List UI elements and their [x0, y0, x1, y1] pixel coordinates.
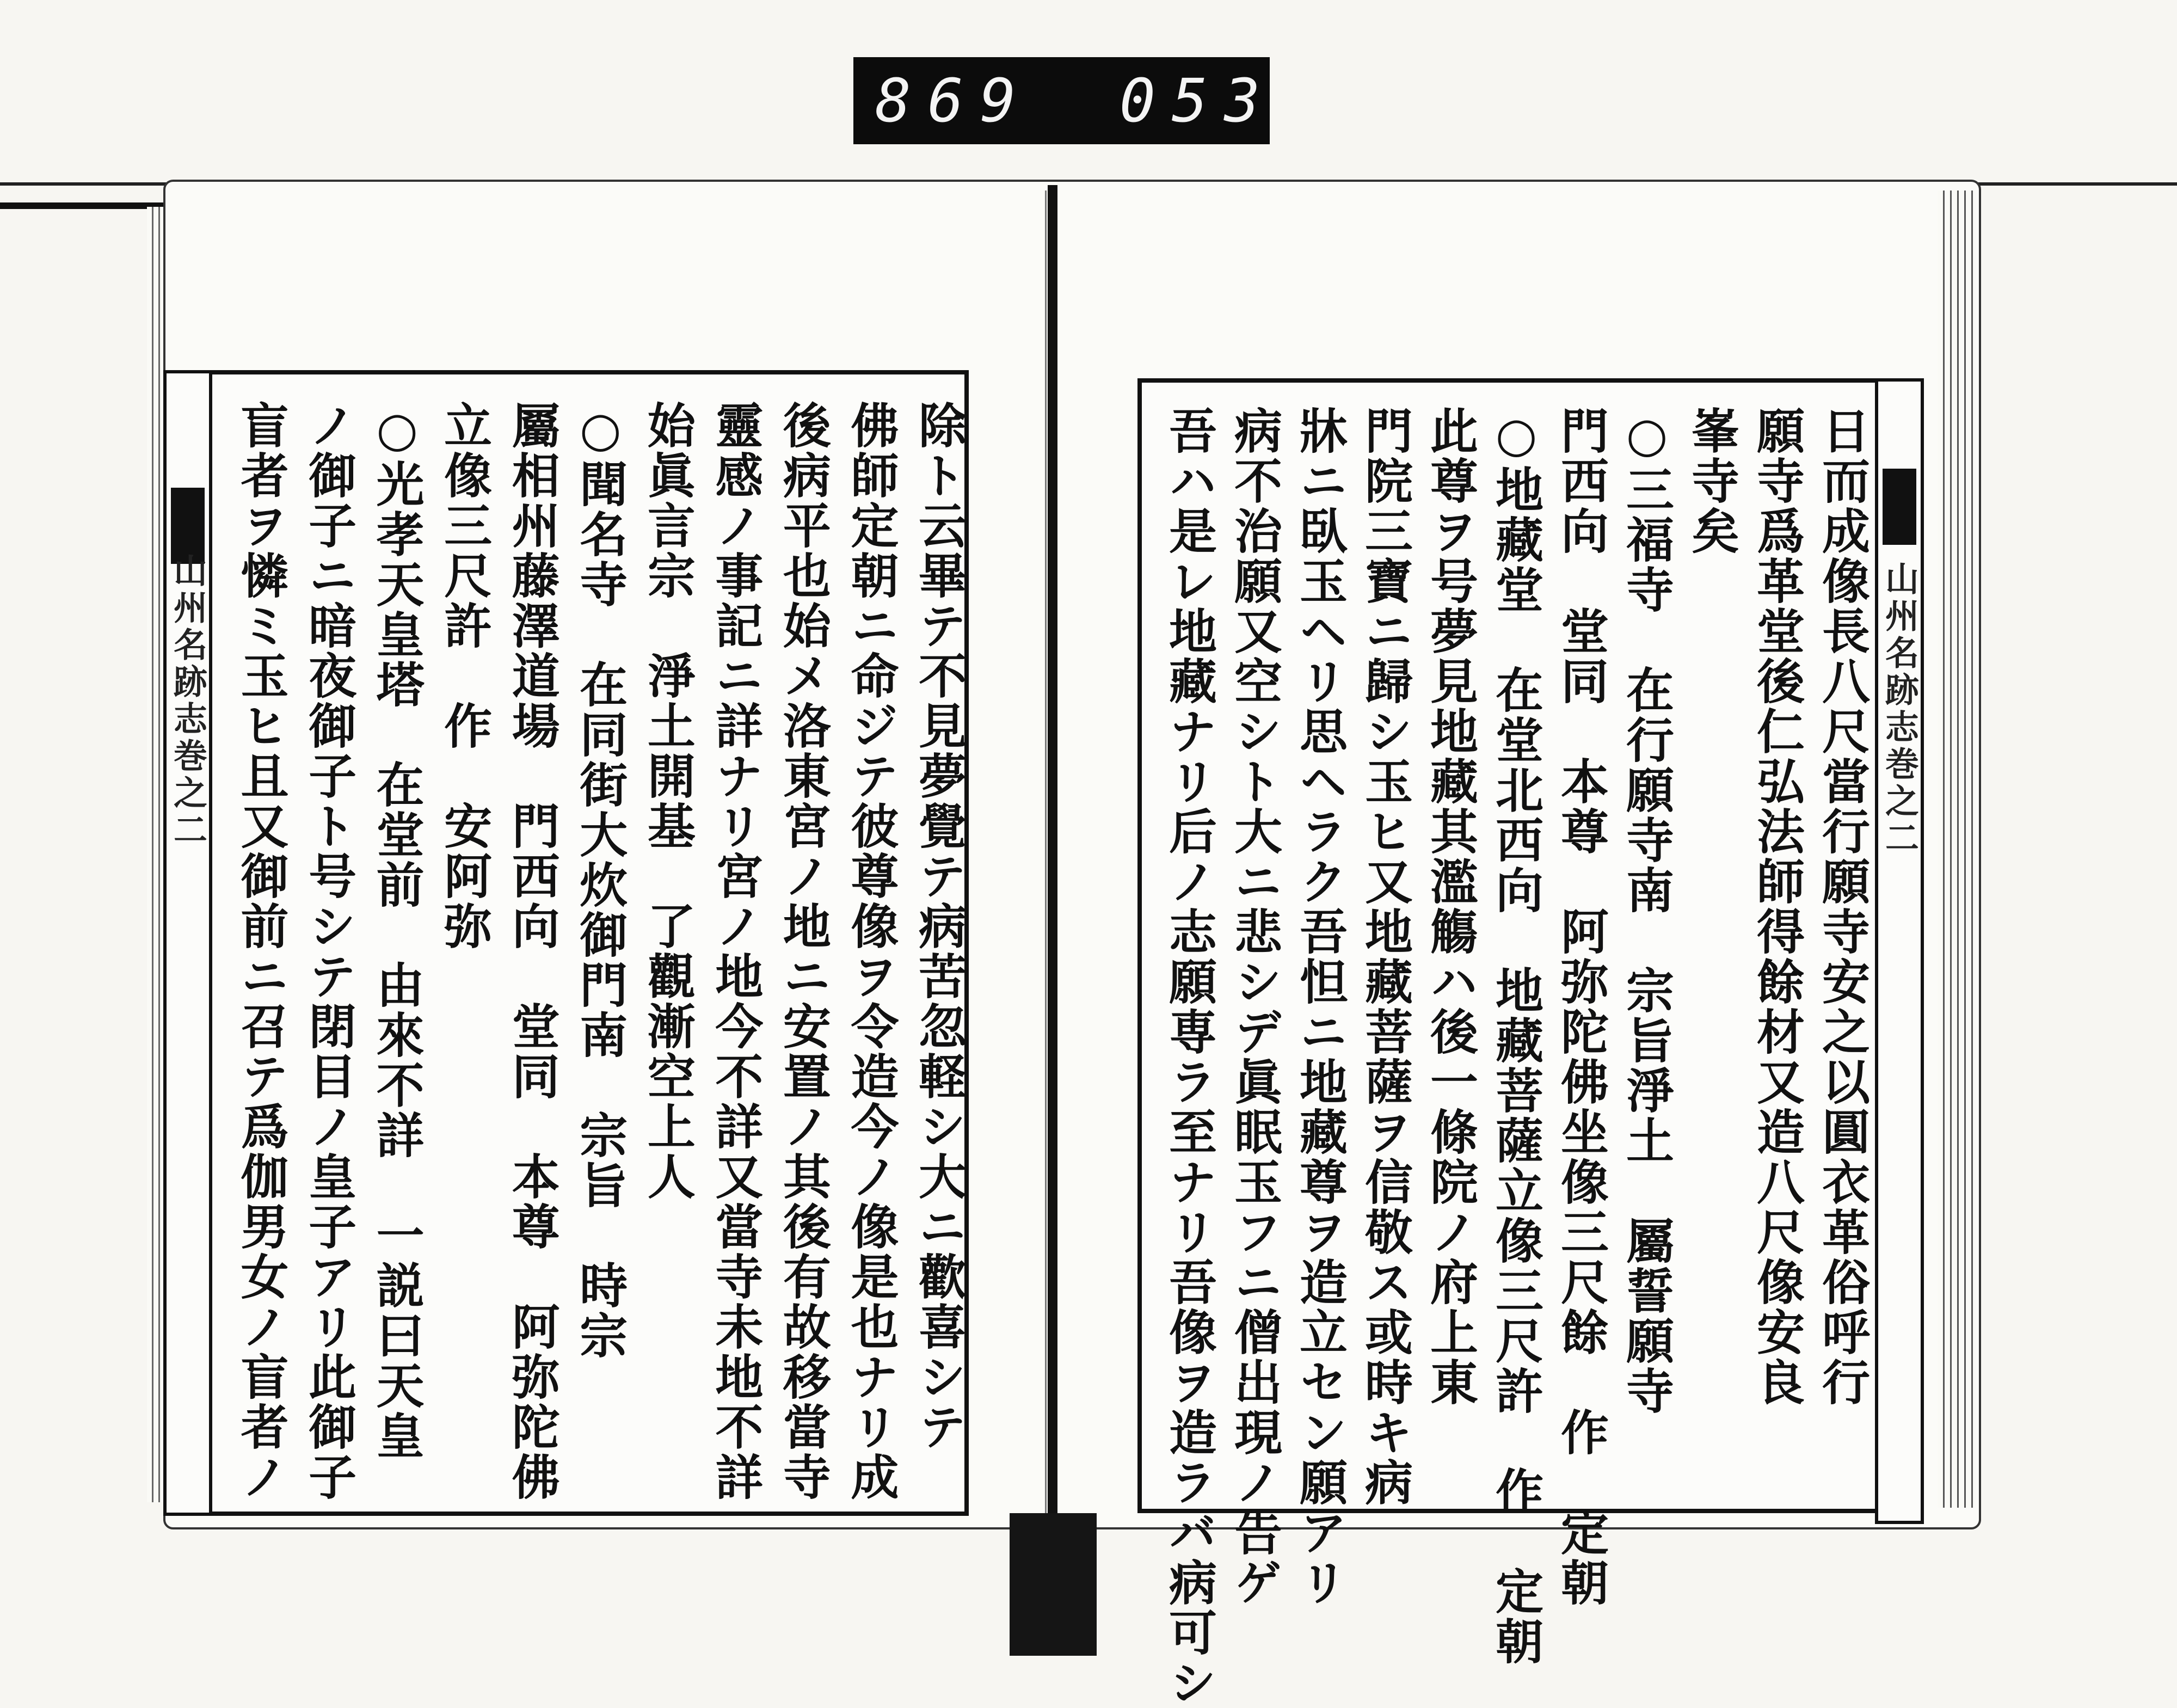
- left-page-text: [218, 397, 968, 1502]
- text-column: 日而成像長八尺當行願寺安之以圓衣革俗呼行: [1815, 406, 1871, 1408]
- text-column: 此尊ヲ号夢見地藏其濫觴ハ後一條院ノ府上東: [1423, 406, 1479, 1408]
- hashira-fishtail-mark: [171, 488, 205, 564]
- text-column: ○地藏堂 在堂北西向 地藏菩薩立像三尺許 作 定朝: [1488, 406, 1545, 1667]
- text-column: 願寺爲革堂後仁弘法師得餘材又造八尺像安良: [1749, 406, 1806, 1408]
- film-frame-label: [853, 57, 1277, 144]
- text-column: 盲者ヲ憐ミ玉ヒ且又御前ニ召テ爲伽男女ノ盲者ノ: [233, 401, 290, 1502]
- film-reel-number: 869: [875, 66, 1032, 136]
- text-column: 靈感ノ事記ニ詳ナリ宮ノ地今不詳又當寺未地不詳: [708, 401, 765, 1502]
- text-column: 門西向 堂同 本尊 阿弥陀佛坐像三尺餘 作 定朝: [1553, 406, 1610, 1608]
- text-column: 後病平也始メ洛東宮ノ地ニ安置ノ其後有故移當寺: [775, 401, 832, 1502]
- film-clip-tab: [1010, 1513, 1097, 1656]
- text-column: 門院三寶ニ歸シ玉ヒ又地藏菩薩ヲ信敬ス或時キ病: [1357, 406, 1414, 1508]
- left-page-hashira: [163, 370, 212, 1516]
- text-column: 峯寺矣: [1684, 406, 1741, 556]
- text-column: ○光孝天皇塔 在堂前 由來不詳 一説曰天皇: [368, 401, 426, 1461]
- right-running-title: 山州名跡志巻之二: [1879, 561, 1920, 857]
- text-column: ○聞名寺 在同街大炊御門南 宗旨 時宗: [572, 401, 629, 1361]
- book-gutter: [1048, 185, 1057, 1513]
- right-page-hashira: [1875, 378, 1924, 1524]
- right-page-text: [1148, 403, 1871, 1708]
- text-column: ○三福寺 在行願寺南 宗旨淨土 屬誓願寺: [1619, 406, 1675, 1416]
- text-column: 屬相州藤澤道場 門西向 堂同 本尊 阿弥陀佛: [504, 401, 561, 1502]
- hashira-fishtail-mark: [1883, 469, 1916, 545]
- text-column: 立像三尺許 作 安阿弥: [436, 401, 494, 951]
- scan-left-rule: [0, 202, 169, 209]
- film-frame-number: 053: [1119, 66, 1277, 136]
- text-column: 佛師定朝ニ命ジテ彼尊像ヲ令造今ノ像是也ナリ成: [843, 401, 900, 1502]
- text-column: 吾ハ是レ地藏ナリ后ノ志願専ラ至ナリ吾像ヲ造ラバ病可シ: [1161, 406, 1218, 1708]
- text-column: 牀ニ臥玉ヘリ思ヘラク吾怛ニ地藏尊ヲ造立セン願アリ: [1292, 406, 1349, 1608]
- text-column: 除ト云畢テ不見夢覺テ病苦忽軽シ大ニ歡喜シテ: [911, 401, 968, 1452]
- book-right-edge: [1938, 191, 1976, 1508]
- text-column: ノ御子ニ暗夜御子ト号シテ閉目ノ皇子アリ此御子: [301, 401, 358, 1502]
- left-running-title: 山州名跡志巻之二: [168, 553, 208, 849]
- text-column: 始眞言宗 淨土開基 了觀漸空上人: [639, 401, 697, 1202]
- text-column: 病不治願又空シト大ニ悲シデ眞眠玉フニ僧出現ノ告ゲ: [1227, 406, 1283, 1608]
